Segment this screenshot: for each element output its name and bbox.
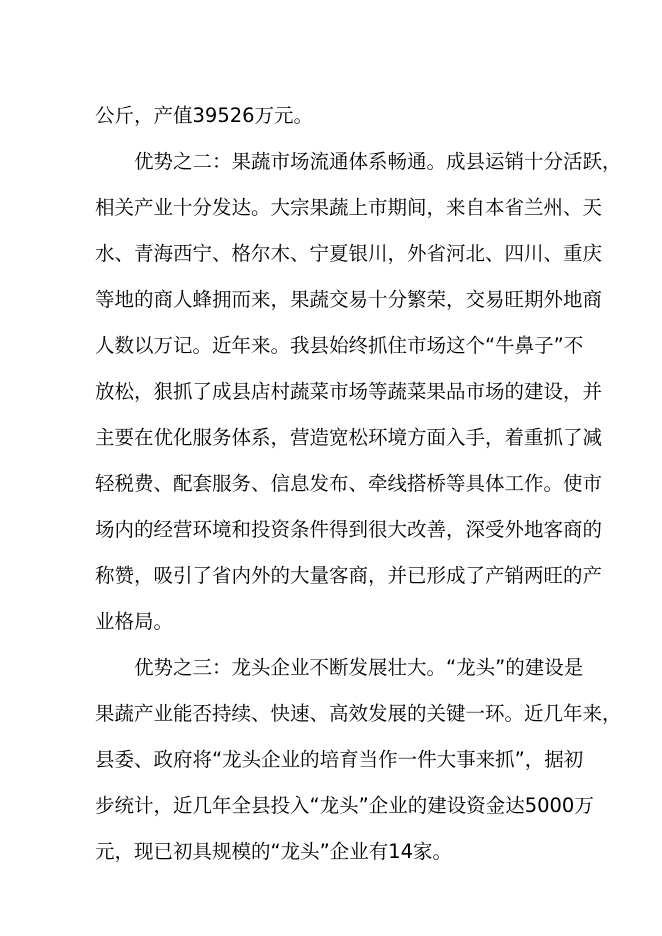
text-line-16: 步统计，近几年全县投入“龙头”企业的建设资金达5000万: [95, 794, 594, 817]
text-line-10: 场内的经营环境和投资条件得到很大改善，深受外地客商的: [95, 518, 603, 541]
text-line-6: 人数以万记。近年来。我县始终抓住市场这个“牛鼻子”不: [95, 334, 584, 357]
text-line-12: 业格局。: [95, 610, 174, 633]
text-line-2: 优势之二：果蔬市场流通体系畅通。成县运销十分活跃，: [134, 150, 622, 173]
text-line-7: 放松，狠抓了成县店村蔬菜市场等蔬菜果品市场的建设，并: [95, 380, 603, 403]
text-line-15: 县委、政府将“龙头企业的培育当作一件大事来抓”，据初: [95, 748, 584, 771]
text-line-3: 相关产业十分发达。大宗果蔬上市期间，来自本省兰州、天: [95, 196, 603, 219]
text-line-4: 水、青海西宁、格尔木、宁夏银川，外省河北、四川、重庆: [95, 242, 603, 265]
text-line-13: 优势之三：龙头企业不断发展壮大。“龙头”的建设是: [134, 656, 584, 679]
text-line-14: 果蔬产业能否持续、快速、高效发展的关键一环。近几年来，: [95, 702, 622, 725]
text-line-5: 等地的商人蜂拥而来，果蔬交易十分繁荣，交易旺期外地商: [95, 288, 603, 311]
text-line-1: 公斤，产值39526万元。: [95, 104, 314, 127]
text-line-17: 元，现已初具规模的“龙头”企业有14家。: [95, 840, 453, 863]
text-line-8: 主要在优化服务体系，营造宽松环境方面入手，着重抓了减: [95, 426, 603, 449]
text-line-11: 称赞，吸引了省内外的大量客商，并已形成了产销两旺的产: [95, 564, 603, 587]
text-line-9: 轻税费、配套服务、信息发布、牵线搭桥等具体工作。使市: [95, 472, 603, 495]
